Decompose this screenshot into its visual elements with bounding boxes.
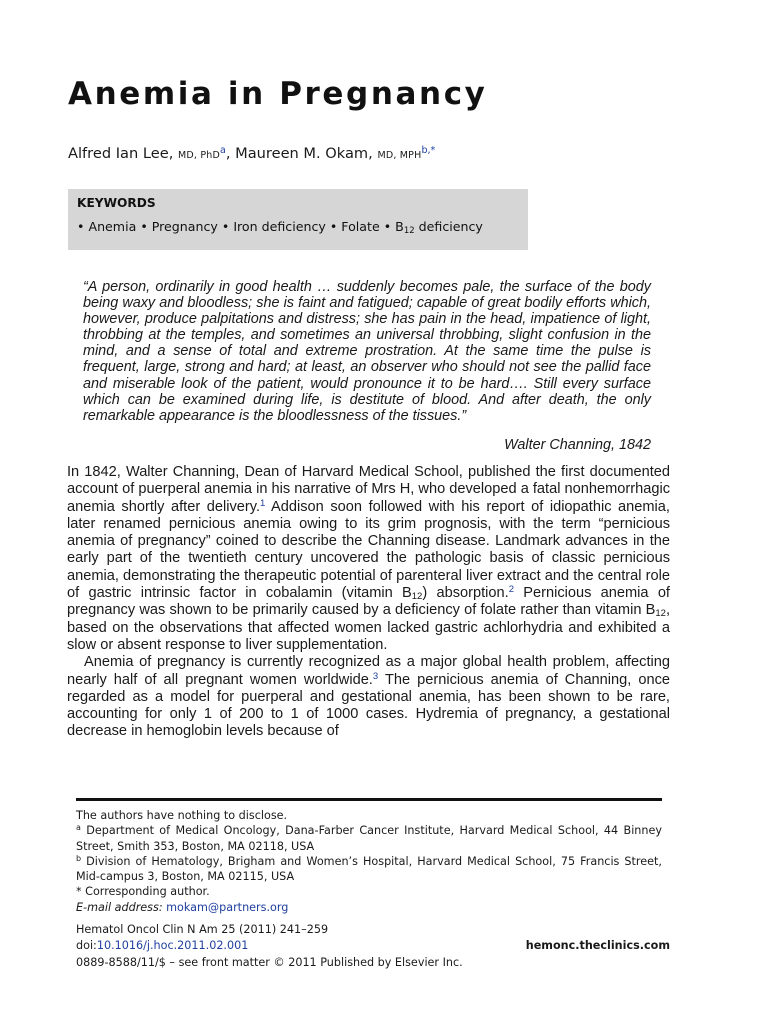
publication-info xyxy=(76,922,670,971)
keywords-box xyxy=(68,189,528,250)
affiliation-marker[interactable]: a xyxy=(220,145,226,156)
copyright-line: 0889-8588/11/$ – see front matter © 2011 Published by Elsevier Inc. xyxy=(76,955,463,969)
affiliation-b: $^b$ Division of Hematology, Brigham and Women’s Hospital, Harvard Medical School, 75 Francis Street, Mid-campus 3, Boston, MA 02115, USA xyxy=(76,853,662,884)
journal-site-link[interactable]: hemonc.theclinics.com xyxy=(525,939,670,953)
disclosure-note: The authors have nothing to disclose. xyxy=(76,809,288,822)
keyword-item: Iron deficiency xyxy=(233,219,326,234)
affiliation-a: $^a$ Department of Medical Oncology, Dana-Farber Cancer Institute, Harvard Medical School, 44 Binney Street, Smith 353, Boston, MA 02118, USA xyxy=(76,823,662,853)
author-name: Alfred Ian Lee, xyxy=(68,145,174,162)
footnotes xyxy=(76,808,662,915)
corresponding-author-note: * Corresponding author. xyxy=(76,885,210,899)
doi-link[interactable]: 10.1016/j.hoc.2011.02.001 xyxy=(96,939,249,953)
body-paragraph: In 1842, Walter Channing, Dean of Harvard Medical School, published the first documented account of puerperal anemia in his narrative of Mrs H, who developed a fatal nonhemorrhagic anemia shortly after delivery.$^1$ Addison soon followed with his report of idiopathic anemia, later renamed pernicious anemia owing to its grim prognosis, with the term “pernicious anemia of pregnancy” coined to describe the Channing disease. Landmark advances in the early part of the twentieth century uncovered the pathologic basis of classic pernicious anemia, demonstrating the therapeutic potential of parenteral liver extract and the central role of gastric intrinsic factor in cobalamin (vitamin $B_{12}$) absorption.$^2$ Pernicious anemia of pregnancy was shown to be primarily caused by a deficiency of folate rather than vitamin $B_{12}$, based on the observations that affected women lacked gastric achlorhydria and exhibited a slow or absent response to liver supplementation. xyxy=(67,464,670,653)
keyword-item: Folate xyxy=(341,219,380,234)
bullet-icon: • xyxy=(77,219,85,234)
keyword-item: $B_{12}$ deficiency xyxy=(395,219,483,236)
reference-link[interactable]: 1 xyxy=(260,497,266,509)
keywords-list xyxy=(77,219,483,234)
affiliation-marker[interactable]: b,* xyxy=(421,145,436,156)
author-degrees: MD, PhD xyxy=(177,150,221,161)
epigraph-attribution: Walter Channing, 1842 xyxy=(504,437,651,453)
bullet-icon: • xyxy=(383,219,392,234)
body-paragraph: Anemia of pregnancy is currently recognized as a major global health problem, affecting nearly half of all pregnant women worldwide.$^3$ The pernicious anemia of Channing, once regarded as a model for puerperal and gestational anemia, has been shown to be rare, accounting for only 1 of 200 to 1 of 1000 cases. Hydremia of pregnancy, a gestational decrease in hemoglobin levels because of xyxy=(67,654,671,740)
email-link[interactable]: mokam@partners.org xyxy=(166,900,289,914)
keyword-item: Pregnancy xyxy=(151,219,218,234)
reference-link[interactable]: 3 xyxy=(372,670,379,682)
keywords-heading: KEYWORDS xyxy=(77,196,156,210)
keyword-item: Anemia xyxy=(88,219,137,234)
bullet-icon: • xyxy=(329,219,338,234)
bullet-icon: • xyxy=(140,219,148,234)
footnote-divider xyxy=(76,798,662,801)
epigraph-quote: “A person, ordinarily in good health … suddenly becomes pale, the surface of the body being waxy and bloodless; she is faint and fatigued; capable of great bodily efforts which, however, produce palpitations and distress; she has pain in the head, impatience of light, throbbing at the temples, and sometimes an universal throbbing, slight confusion in the mind, and a sense of total and extreme prostration. At the same time the pulse is frequent, large, strong and hard; at least, an observer who should not see the pallid face and miserable look of the patient, would pronounce it to be hard…. Still every surface which can be examined during life, is destitute of blood. And after death, the only remarkable appearance is the bloodlessness of the tissues.” xyxy=(83,279,651,424)
citation-line: Hematol Oncol Clin N Am 25 (2011) 241–259 xyxy=(76,923,329,936)
reference-link[interactable]: 2 xyxy=(508,584,514,596)
bullet-icon: • xyxy=(221,219,230,234)
author-degrees: MD, MPH xyxy=(377,150,422,161)
author-line xyxy=(68,145,435,162)
article-title: Anemia in Pregnancy xyxy=(68,76,488,112)
doi-line: doi:10.1016/j.hoc.2011.02.001 hemonc.theclinics.com xyxy=(76,938,670,954)
email-line: E-mail address: mokam@partners.org xyxy=(76,900,289,914)
author-name: Maureen M. Okam, xyxy=(235,145,373,162)
author-separator: , xyxy=(225,145,236,162)
article-body xyxy=(67,464,670,741)
